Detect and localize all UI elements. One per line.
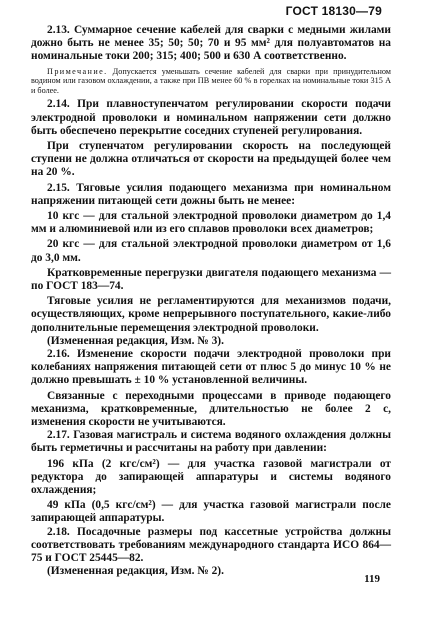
amendment-note-2: (Измененная редакция, Изм. № 2). [47,565,224,578]
paragraph-49-kpa: 49 кПа (0,5 кгс/см²) — для участка газовой магистрали после запирающей аппаратуры. [31,499,391,525]
paragraph-196-kpa: 196 кПа (2 кгс/см²) — для участка газовой магистрали от редуктора до запирающей аппаратуры и системы водяного охлаждения; [31,457,391,497]
standard-header: ГОСТ 18130—79 [285,4,382,18]
paragraph-2-14: 2.14. При плавноступенчатом регулировании скорости подачи электродной проволоки и номинальном напряжении сети должно быть обеспечено перекрытие соседних ступеней регулирования. [31,98,391,137]
note-text: Допускается уменьшать сечение кабелей для сварки при принудительном водином или газовом охлаждении, а также при ПВ менее 60 % в горелках на номинальные токи 315 А и более. [31,66,391,95]
document-body [31,24,391,579]
paragraph-10-kgs: 10 кгс — для стальной электродной проволоки диаметром до 1,4 мм и алюминиевой или из его сплавов проволоки всех диаметров; [31,210,391,236]
paragraph-2-18: 2.18. Посадочные размеры под кассетные устройства должны соответствовать требованиям международного стандарта ИСО 864—75 и ГОСТ 25445—82. [31,525,391,565]
paragraph-overloads: Кратковременные перегрузки двигателя подающего механизма — по ГОСТ 183—74. [31,266,391,293]
paragraph-2-13: 2.13. Суммарное сечение кабелей для сварки с медными жилами дожно быть не менее 35; 50; 50; 70 и 95 мм² для полуавтоматов на номинальные токи 200; 315; 400; 500 и 630 А соответственно. [31,24,391,63]
paragraph-20-kgs: 20 кгс — для стальной электродной проволоки диаметром от 1,6 до 3,0 мм. [31,238,391,264]
paragraph-2-15: 2.15. Тяговые усилия подающего механизма при номинальном напряжении питающей сети дожны быть не менее: [31,181,391,207]
note-label: Примечание. [47,66,108,76]
paragraph-2-17: 2.17. Газовая магистраль и система водяного охлаждения должны быть герметичны и рассчитаны на работу при давлении: [31,429,391,455]
amendment-note-3: (Измененная редакция, Изм. № 3). [47,334,224,347]
paragraph-2-16: 2.16. Изменение скорости подачи электродной проволоки при колебаниях напряжения питающей сети от плюс 5 до минус 10 % не должно превышать ± 10 % установленной величины. [31,348,391,387]
paragraph-stepped-regulation: При ступенчатом регулировании скорость на последующей ступени не должна отличаться от скорости на предыдущей более чем на 20 %. [31,140,391,179]
page-number: 119 [364,573,380,585]
paragraph-transients: Связанные с переходными процессами в приводе подающего механизма, кратковременные, длительностью не более 2 с, изменения скорости не учитываются. [31,389,391,429]
paragraph-traction-not-regulated: Тяговые усилия не регламентируются для механизмов подачи, осуществляющих, кроме непрерывного поступательного, какие-либо дополнительные перемещения электродной проволоки. [31,295,391,334]
note-paragraph [31,67,391,96]
